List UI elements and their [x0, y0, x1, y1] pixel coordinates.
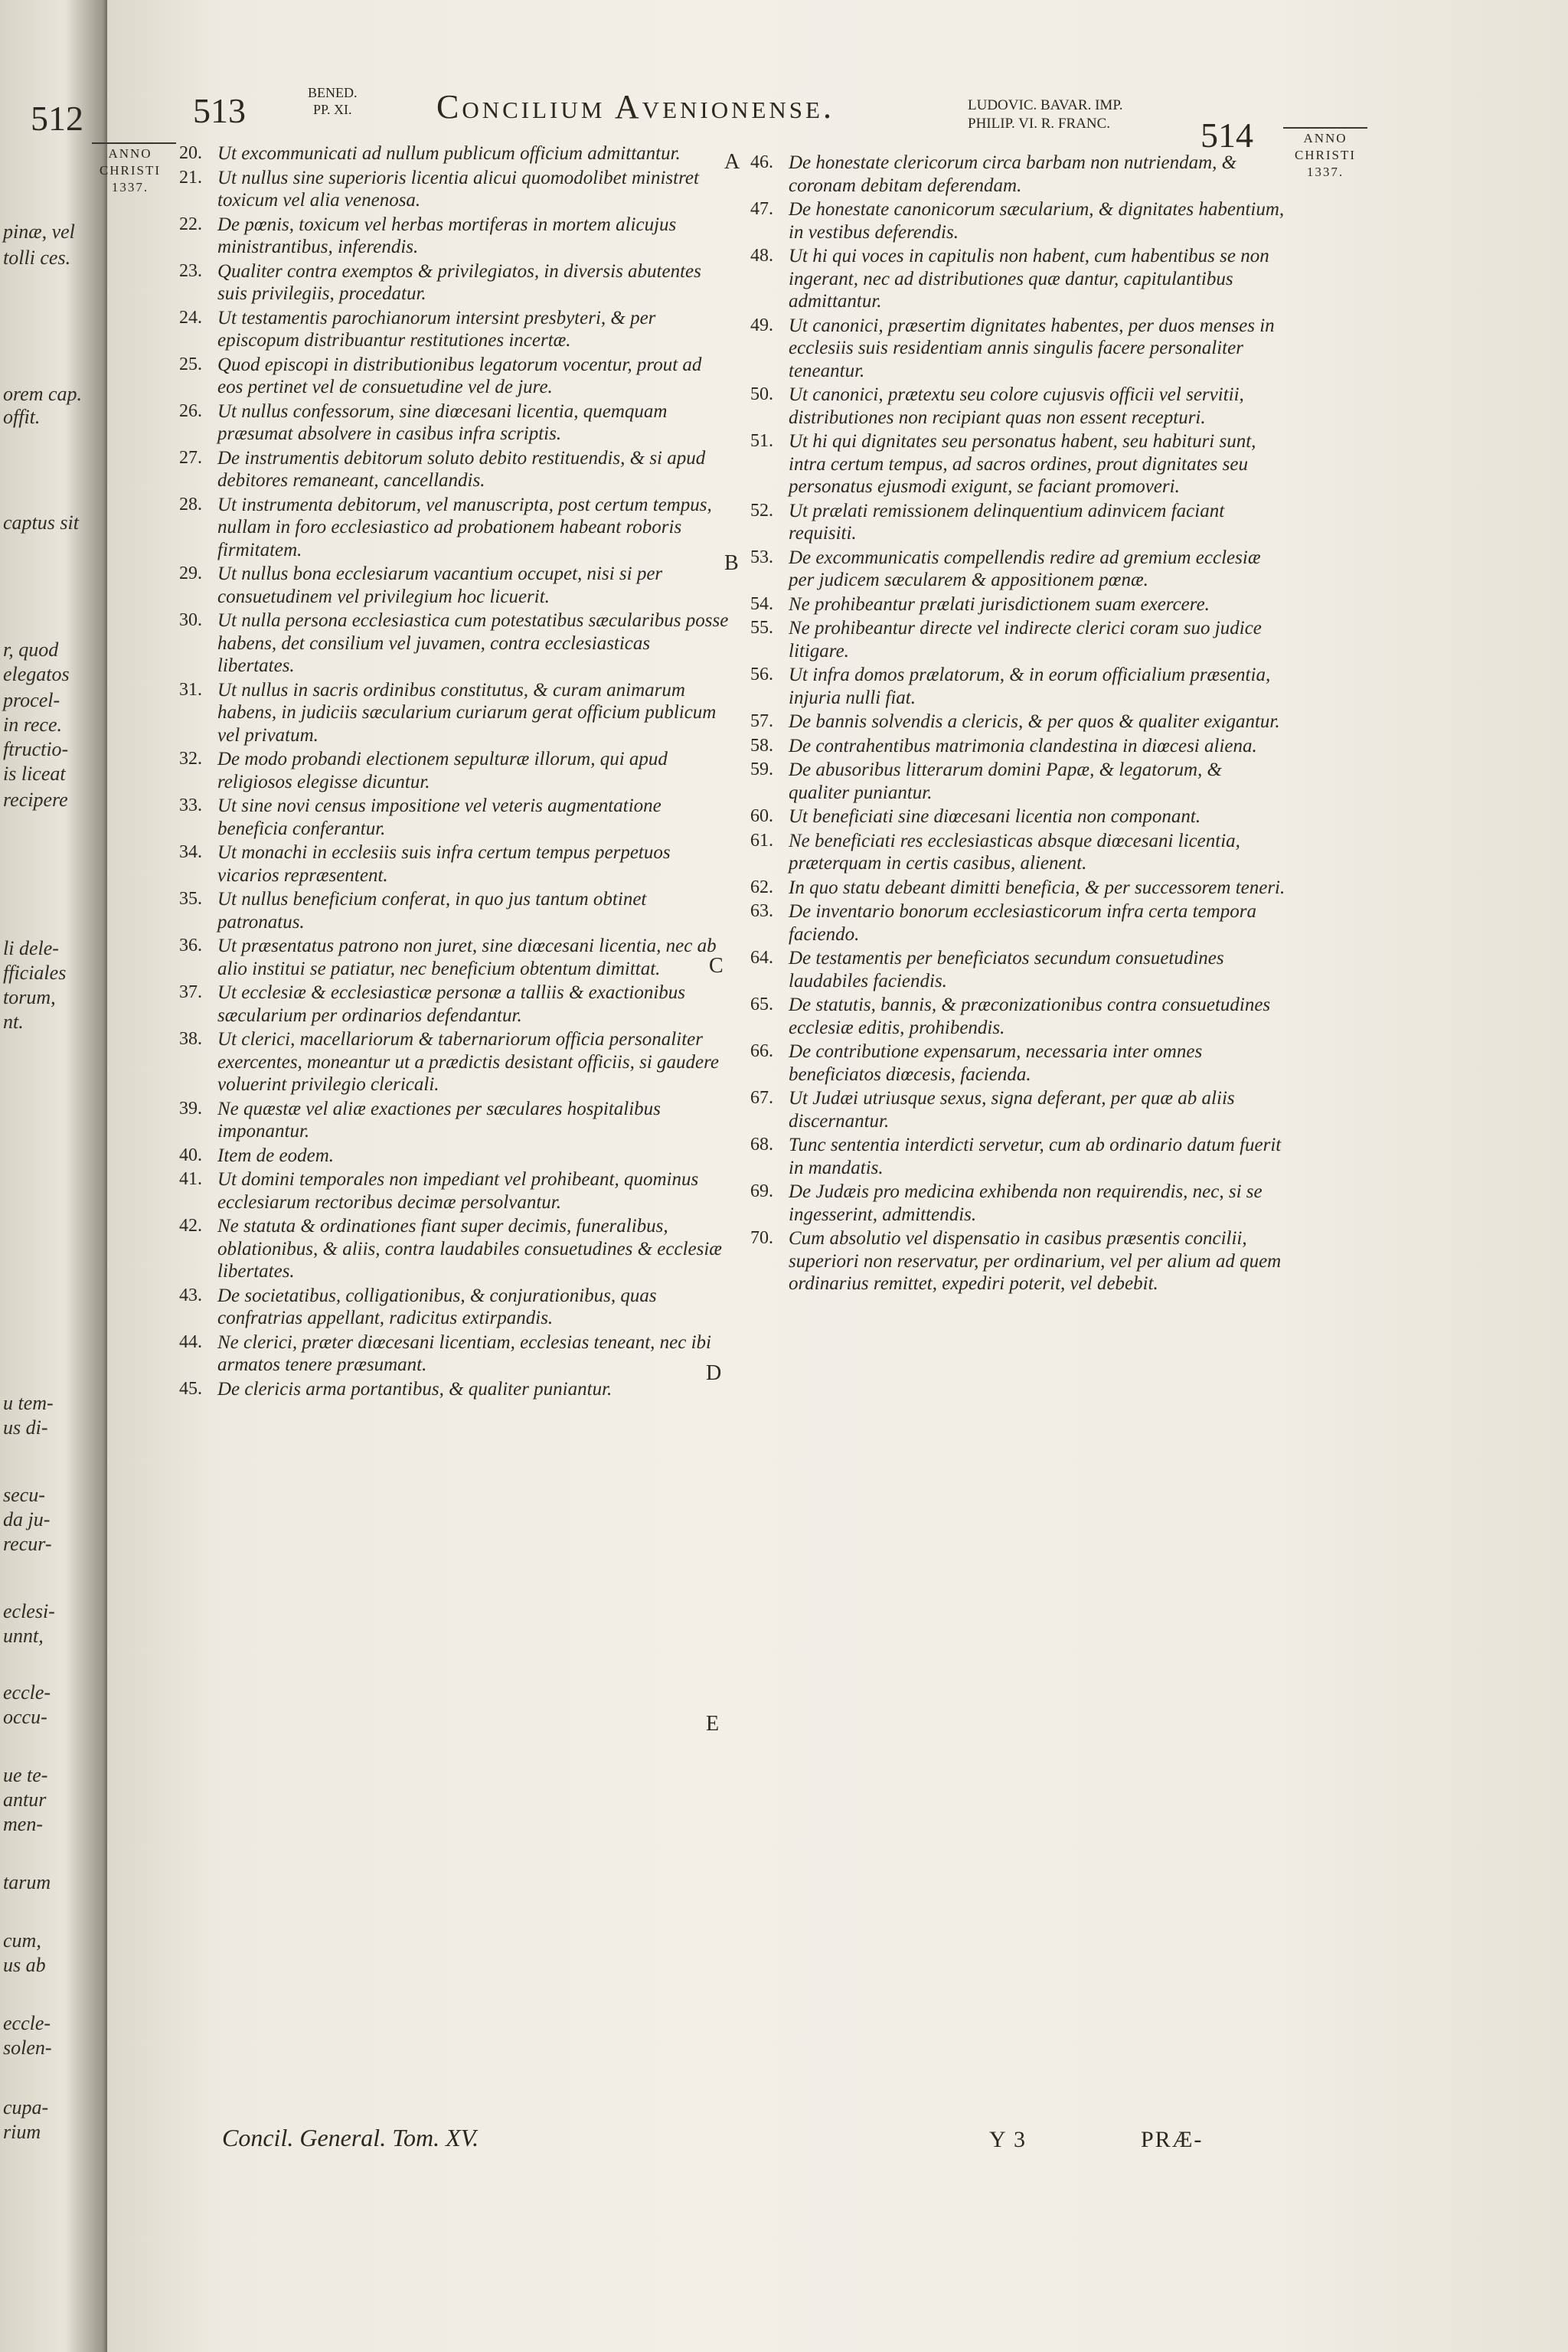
chapter-title: De clericis arma portantibus, & qualiter puniantur. [217, 1378, 612, 1400]
chapter-number: 62. [750, 877, 773, 897]
previous-page-fragment: fficiales [3, 962, 67, 984]
chapter-number: 41. [179, 1169, 202, 1189]
king-heading: LUDOVIC. BAVAR. IMP. PHILIP. VI. R. FRANC. [968, 97, 1123, 132]
previous-page-fragment: pinæ, vel [3, 220, 75, 243]
chapter-number: 65. [750, 995, 773, 1014]
chapter-item [179, 1331, 730, 1377]
chapter-number: 36. [179, 936, 202, 956]
previous-page-fragment: tolli ces. [3, 247, 71, 269]
chapter-number: 53. [750, 547, 773, 567]
chapter-item [750, 947, 1286, 992]
chapter-title: De Judæis pro medicina exhibenda non requirendis, nec, si se ingesserint, admittendis. [789, 1181, 1263, 1225]
chapter-item [750, 900, 1286, 946]
chapter-title: Ut nullus confessorum, sine diœcesani licentia, quemquam præsumat absolvere in casibus infra scriptis. [217, 400, 668, 444]
chapter-number: 22. [179, 214, 202, 234]
chapter-number: 54. [750, 593, 773, 614]
chapter-title: Ut canonici, præsertim dignitates habentes, per duos menses in ecclesiis suis residentiam annis singulis facere personaliter teneantur. [789, 315, 1275, 381]
margin-marker-c: C [709, 954, 724, 978]
chapter-item [179, 1028, 730, 1096]
previous-page-fragment: unnt, [3, 1625, 44, 1647]
chapter-title: De abusoribus litterarum domini Papæ, & legatorum, & qualiter puniantur. [789, 760, 1222, 803]
chapter-number: 44. [179, 1331, 202, 1352]
chapter-number: 33. [179, 795, 202, 815]
chapter-number: 69. [750, 1181, 773, 1201]
chapter-number: 50. [750, 384, 773, 404]
chapter-number: 27. [179, 447, 202, 468]
previous-page-fragment: u tem- [3, 1392, 54, 1414]
chapter-item [750, 1134, 1286, 1179]
chapter-number: 37. [179, 982, 202, 1002]
chapter-number: 51. [750, 431, 773, 451]
chapter-number: 26. [179, 400, 202, 421]
chapter-item [750, 805, 1286, 828]
chapter-number: 46. [750, 152, 773, 172]
chapter-item [179, 1378, 730, 1401]
chapter-item [750, 617, 1286, 662]
anno-rule-right [1283, 127, 1367, 129]
chapter-title: Ut nullus bona ecclesiarum vacantium occupet, nisi si per consuetudinem vel privilegium hoc licuerit. [217, 564, 663, 607]
chapter-number: 66. [750, 1041, 773, 1061]
chapter-item [750, 710, 1286, 733]
previous-page-fragment: tarum [3, 1871, 51, 1893]
chapter-title: Ut nullus sine superioris licentia alicui quomodolibet ministret toxicum vel alia venenosa. [217, 167, 699, 211]
chapter-number: 64. [750, 948, 773, 968]
signature-mark: Y 3 [989, 2127, 1027, 2152]
chapter-number: 60. [750, 806, 773, 826]
footer-volume: Concil. General. Tom. XV. [222, 2124, 479, 2151]
chapter-item [179, 609, 730, 678]
chapter-number: 35. [179, 889, 202, 909]
previous-page-fragment: elegatos [3, 663, 70, 685]
chapter-title: Ut excommunicati ad nullum publicum officium admittantur. [217, 143, 681, 164]
chapter-number: 43. [179, 1285, 202, 1305]
chapter-number: 39. [179, 1098, 202, 1119]
chapter-title: Ut monachi in ecclesiis suis infra certum tempus perpetuos vicarios repræsentent. [217, 842, 671, 886]
chapter-item [750, 994, 1286, 1039]
chapter-number: 38. [179, 1029, 202, 1049]
chapter-number: 34. [179, 842, 202, 862]
chapter-title: Ut domini temporales non impediant vel prohibeant, quominus ecclesiarum rectoribus decimæ persolvantur. [217, 1169, 699, 1213]
chapter-item [179, 400, 730, 446]
previous-page-fragment: in rece. [3, 714, 62, 736]
chapter-number: 63. [750, 901, 773, 921]
chapter-item [179, 214, 730, 259]
chapter-number: 67. [750, 1088, 773, 1108]
chapter-item [179, 447, 730, 492]
chapter-item [179, 1285, 730, 1330]
chapter-title: Cum absolutio vel dispensatio in casibus præsentis concilii, superiori non reservatur, per ordinarium, vel per alium ad quem ordinarius remittet, expediri poterit, vel debebit. [789, 1228, 1282, 1294]
chapter-title: De societatibus, colligationibus, & conjurationibus, quas confratrias appellant, radicitus extirpandis. [217, 1285, 657, 1328]
chapter-number: 52. [750, 500, 773, 521]
chapter-title: Ut ecclesiæ & ecclesiasticæ personæ a talliis & exactionibus sæcularium per ordinarios defendantur. [217, 982, 686, 1026]
anno-rule-left [92, 142, 176, 144]
previous-page-fragment: nt. [3, 1011, 24, 1033]
pope-heading: BENED. PP. XI. [308, 85, 358, 117]
chapter-number: 68. [750, 1135, 773, 1155]
chapter-title: De contributione expensarum, necessaria inter omnes beneficiatos diœcesis, facienda. [789, 1041, 1203, 1085]
chapter-number: 23. [179, 260, 202, 281]
chapter-item [750, 1040, 1286, 1086]
chapter-title: Tunc sententia interdicti servetur, cum ab ordinario datum fuerit in mandatis. [789, 1135, 1282, 1178]
anno-christi-right: ANNO CHRISTI 1337. [1294, 131, 1357, 179]
chapter-item [179, 1215, 730, 1283]
chapter-number: 28. [179, 494, 202, 514]
chapter-title: Ut infra domos prælatorum, & in eorum officialium præsentia, injuria nulli fiat. [789, 665, 1271, 708]
chapter-title: Ut instrumenta debitorum, vel manuscripta, post certum tempus, nullam in foro ecclesiastico ad probationem habeant roboris firmitatem. [217, 494, 712, 560]
previous-page-fragment: eccle- [3, 2012, 51, 2034]
chapter-title: De testamentis per beneficiatos secundum consuetudines laudabiles faciendis. [789, 948, 1224, 991]
previous-page-fragment: captus sit [3, 511, 79, 534]
chapter-title: Ut prælati remissionem delinquentium adinvicem faciant requisiti. [789, 500, 1225, 544]
chapter-title: De contrahentibus matrimonia clandestina in diœcesi aliena. [789, 735, 1257, 756]
chapter-item [750, 830, 1286, 875]
chapter-number: 25. [179, 354, 202, 374]
chapter-item [750, 547, 1286, 592]
right-column [750, 152, 1286, 1297]
previous-page-fragment: li dele- [3, 937, 59, 959]
previous-page-fragment: eccle- [3, 1681, 51, 1704]
previous-page-fragment: torum, [3, 986, 56, 1008]
chapter-title: Ut sine novi census impositione vel veteris augmentatione beneficia conferantur. [217, 795, 662, 839]
chapter-title: Ut clerici, macellariorum & tabernariorum officia personaliter exercentes, moneantur ut a prædictis desistant officiis, si gaudere voluerint privilegio clericali. [217, 1029, 720, 1095]
chapter-number: 59. [750, 760, 773, 779]
chapter-number: 30. [179, 610, 202, 630]
margin-marker-b: B [724, 551, 739, 575]
margin-marker-d: D [706, 1361, 722, 1385]
previous-page-fragment: procel- [3, 689, 60, 711]
left-column [179, 142, 730, 1402]
chapter-item [179, 841, 730, 887]
chapter-title: Quod episcopi in distributionibus legatorum vocentur, prout ad eos pertinet vel de consuetudine vel de jure. [217, 354, 702, 397]
chapter-item [750, 593, 1286, 616]
chapter-item [750, 152, 1286, 197]
chapter-title: Ut præsentatus patrono non juret, sine diœcesani licentia, nec ab alio institui se patiatur, nec beneficium obtentum dimittat. [217, 936, 717, 979]
chapter-title: De pœnis, toxicum vel herbas mortiferas in mortem alicujus ministrantibus, inferendis. [217, 214, 677, 257]
previous-page-fragment: cupa- [3, 2096, 49, 2118]
chapter-item [750, 198, 1286, 243]
chapter-title: Ne prohibeantur directe vel indirecte clerici coram suo judice litigare. [789, 618, 1262, 662]
chapter-item [179, 982, 730, 1027]
previous-page-fragment: orem cap. [3, 383, 83, 405]
chapter-number: 49. [750, 315, 773, 335]
chapter-title: De instrumentis debitorum soluto debito restituendis, & si apud debitores remaneant, cancellandis. [217, 447, 706, 491]
chapter-item [750, 384, 1286, 429]
previous-page-fragment: eclesi- [3, 1600, 55, 1622]
chapter-title: Ut beneficiati sine diœcesani licentia non componant. [789, 806, 1201, 827]
previous-page-number: 512 [31, 99, 83, 138]
anno-christi-left: ANNO CHRISTI 1337. [99, 146, 162, 194]
chapter-number: 31. [179, 679, 202, 700]
chapter-title: Qualiter contra exemptos & privilegiatos, in diversis abutentes suis privilegiis, procedatur. [217, 260, 701, 304]
chapter-item [750, 315, 1286, 383]
page-number-right: 514 [1200, 116, 1253, 155]
previous-page-fragment: us ab [3, 1954, 46, 1976]
previous-page-fragment: recur- [3, 1533, 52, 1555]
page-title: Concilium Avenionense. [436, 88, 835, 126]
chapter-title: Ne prohibeantur prælati jurisdictionem suam exercere. [789, 593, 1210, 615]
chapter-title: Ne beneficiati res ecclesiasticas absque diœcesani licentia, præterquam in certis casibus, alienent. [789, 830, 1240, 874]
chapter-title: Ne quæstæ vel aliæ exactiones per sæculares hospitalibus imponantur. [217, 1098, 661, 1142]
chapter-item [179, 494, 730, 562]
page-number-left: 513 [193, 91, 246, 130]
previous-page-fragment: rium [3, 2121, 41, 2143]
previous-page-fragment: antur [3, 1788, 47, 1811]
chapter-item [750, 1181, 1286, 1226]
chapter-number: 21. [179, 167, 202, 188]
chapter-number: 29. [179, 564, 202, 583]
chapter-number: 42. [179, 1216, 202, 1236]
chapter-number: 56. [750, 665, 773, 684]
chapter-item [179, 1145, 730, 1168]
chapter-title: De statutis, bannis, & præconizationibus contra consuetudines ecclesiæ editis, prohibendis. [789, 995, 1271, 1038]
chapter-number: 32. [179, 749, 202, 769]
chapter-title: Ut nullus in sacris ordinibus constitutus, & curam animarum habens, in judiciis sæcularium curiarum gerat officium publicum vel privatum. [217, 679, 717, 746]
chapter-number: 61. [750, 830, 773, 851]
chapter-item [179, 748, 730, 793]
chapter-title: De inventario bonorum ecclesiasticorum infra certa tempora faciendo. [789, 901, 1257, 945]
chapter-number: 57. [750, 711, 773, 731]
chapter-item [179, 260, 730, 305]
chapter-item [750, 877, 1286, 900]
previous-page-fragment: secu- [3, 1484, 45, 1506]
previous-page-fragment: ue te- [3, 1764, 48, 1786]
previous-page-fragment: occu- [3, 1706, 47, 1728]
chapter-number: 45. [179, 1378, 202, 1399]
chapter-item [179, 307, 730, 352]
previous-page-fragment: r, quod [3, 639, 59, 661]
chapter-title: De honestate canonicorum sæcularium, & dignitates habentium, in vestibus deferendis. [789, 199, 1285, 243]
chapter-item [179, 795, 730, 840]
chapter-title: De honestate clericorum circa barbam non nutriendam, & coronam debitam deferendam. [789, 152, 1237, 196]
chapter-number: 20. [179, 143, 202, 163]
chapter-title: Ut nulla persona ecclesiastica cum potestatibus sæcularibus posse habens, det consilium vel juvamen, contra ecclesiasticas libertates. [217, 610, 729, 676]
chapter-item [179, 888, 730, 933]
margin-marker-e: E [706, 1712, 720, 1736]
previous-page-fragment: solen- [3, 2037, 52, 2059]
chapter-number: 40. [179, 1145, 202, 1165]
chapter-number: 70. [750, 1228, 773, 1248]
chapter-title: Ut hi qui dignitates seu personatus habent, seu habituri sunt, intra certum tempus, ad sacros ordines, prout dignitates seu personatus ejusmodi exigunt, se faciant promoveri. [789, 431, 1256, 497]
previous-page-edge [0, 0, 107, 2352]
chapter-item [179, 142, 730, 165]
chapter-item [750, 735, 1286, 758]
previous-page-fragment: cum, [3, 1929, 41, 1952]
chapter-title: Ut Judæi utriusque sexus, signa deferant, per quæ ab aliis discernantur. [789, 1088, 1235, 1132]
chapter-number: 24. [179, 307, 202, 328]
previous-page-fragment: is liceat [3, 763, 66, 785]
catchword: PRÆ- [1141, 2127, 1204, 2152]
previous-page-fragment: recipere [3, 789, 68, 811]
chapter-item [179, 1168, 730, 1214]
chapter-item [750, 430, 1286, 498]
chapter-number: 48. [750, 246, 773, 266]
chapter-title: Ut canonici, prætextu seu colore cujusvis officii vel servitii, distributiones non recipiant quas non essent recepturi. [789, 384, 1244, 428]
chapter-title: Ne statuta & ordinationes fiant super decimis, funeralibus, oblationibus, & aliis, contra laudabiles consuetudines & ecclesiæ libertates. [217, 1216, 722, 1282]
chapter-item [179, 1098, 730, 1143]
chapter-title: De bannis solvendis a clericis, & per quos & qualiter exigantur. [789, 711, 1280, 732]
previous-page-fragment: da ju- [3, 1508, 51, 1530]
previous-page-fragment: us di- [3, 1416, 48, 1439]
chapter-item [750, 245, 1286, 313]
chapter-number: 55. [750, 618, 773, 638]
chapter-title: Item de eodem. [217, 1145, 335, 1166]
previous-page-fragment: men- [3, 1813, 43, 1835]
chapter-item [179, 935, 730, 980]
chapter-item [179, 167, 730, 212]
chapter-title: In quo statu debeant dimitti beneficia, & per successorem teneri. [789, 877, 1285, 898]
chapter-item [750, 1087, 1286, 1132]
chapter-item [750, 1227, 1286, 1295]
previous-page-fragment: ftructio- [3, 738, 69, 760]
chapter-item [179, 563, 730, 608]
chapter-title: Ne clerici, præter diœcesani licentiam, ecclesias teneant, nec ibi armatos tenere præsumant. [217, 1331, 711, 1375]
chapter-item [750, 500, 1286, 545]
chapter-number: 58. [750, 735, 773, 756]
page [99, 0, 1568, 2352]
chapter-item [750, 664, 1286, 709]
previous-page-fragment: offit. [3, 406, 41, 428]
chapter-title: De excommunicatis compellendis redire ad gremium ecclesiæ per judicem sæcularem & appositionem pœnæ. [789, 547, 1261, 590]
chapter-title: Ut testamentis parochianorum intersint presbyteri, & per episcopum distribuantur restitutiones incertæ. [217, 307, 656, 351]
chapter-title: Ut hi qui voces in capitulis non habent, cum habentibus se non ingerant, nec ad distributiones quæ dantur, capitulantibus admittantur. [789, 246, 1269, 312]
chapter-number: 47. [750, 199, 773, 219]
chapter-item [179, 679, 730, 747]
chapter-item [750, 759, 1286, 804]
chapter-item [179, 354, 730, 399]
margin-marker-a: A [724, 150, 740, 174]
chapter-title: Ut nullus beneficium conferat, in quo jus tantum obtinet patronatus. [217, 889, 647, 933]
chapter-title: De modo probandi electionem sepulturæ illorum, qui apud religiosos elegisse dicuntur. [217, 749, 668, 792]
